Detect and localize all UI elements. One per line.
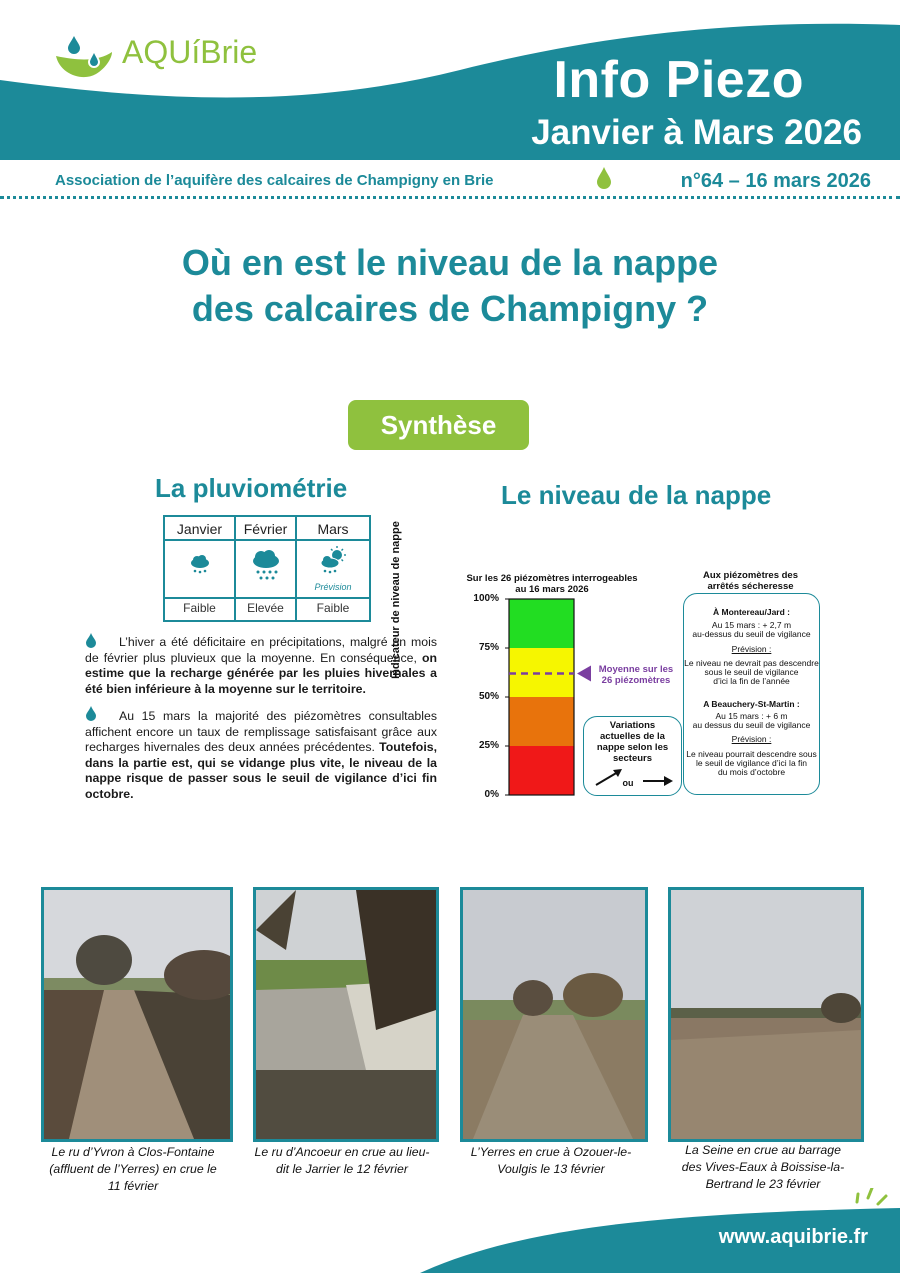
dotted-divider [0,196,900,199]
average-label-line-2: 26 piézomètres [601,675,671,686]
variations-line: Variations [609,720,656,731]
main-title-line-1: Où en est le niveau de la nappe [181,242,719,283]
main-question-title [100,240,800,332]
photo-yerres [460,887,648,1142]
caption-line: L’Yerres en crue à Ozouer-le- [470,1145,632,1159]
caption-line: (affluent de l’Yerres) en crue le [49,1162,217,1176]
site-1-prevision: Le niveau ne devrait pas descendre [684,658,819,668]
site-1-prevision: d’ici la fin de l’année [713,676,790,686]
photo-ru-ancoeur [253,887,439,1142]
synthese-badge: Synthèse [348,400,529,450]
site-2-level: Au 15 mars : + 6 m [715,711,788,721]
paragraph-1-text: L’hiver a été déficitaire en précipitations, malgré un mois de février plus pluvieux que la moyenne. En conséquence, [85,635,437,665]
site-2-prevision: le seuil de vigilance d’ici la fin [695,758,808,768]
caption-line: 11 février [107,1179,159,1193]
photo-caption-3 [452,1144,650,1178]
rainfall-level: Faible [183,601,216,615]
site-2-level-2: au dessus du seuil de vigilance [692,720,811,730]
main-title-line-2: des calcaires de Champigny ? [191,288,709,329]
average-label-line-1: Moyenne sur les [598,664,674,675]
secheresse-title-line-1: Aux piézomètres des [702,570,799,581]
paragraph-1 [85,635,437,697]
gauge-band [509,746,574,795]
drop-icon [595,166,613,190]
variations-line: secteurs [612,753,653,764]
gauge-tick-label: 75% [478,642,499,653]
association-name: Association de l’aquifère des calcaires de Champigny en Brie [55,172,494,189]
rainfall-level: Elevée [247,601,284,615]
secheresse-title-line-2: arrêtés sécheresse [707,581,794,592]
arrow-up-right-icon [594,767,624,787]
page-title: Info Piezo [553,51,804,109]
paragraph-2-text: Au 15 mars la majorité des piézomètres consultables affichent encore un taux de remplissage satisfaisant grâce aux recharges hivernales des deux années précédentes. [85,709,437,754]
variations-line: actuelles de la [600,731,665,742]
gauge-band [509,697,574,746]
photo-seine [668,887,864,1142]
site-2-prevision: Le niveau pourrait descendre sous [686,749,817,759]
gauge-tick-label: 100% [473,593,499,604]
rainfall-col-mars [297,517,369,620]
photo-caption-2 [243,1144,441,1178]
average-label [590,664,682,686]
gauge-header-line-1: Sur les 26 piézomètres interrogeables [466,573,638,584]
gauge-tick-label: 25% [478,740,499,751]
average-marker-icon [577,665,591,681]
page-subtitle: Janvier à Mars 2026 [531,113,862,152]
secheresse-title [683,570,818,592]
gauge-header-line-2: au 16 mars 2026 [515,584,589,595]
rainfall-col-fevrier [236,517,295,620]
aquibrie-logo-icon [54,34,116,82]
caption-line: La Seine en crue au barrage [685,1143,841,1157]
site-1-prevision: sous le seuil de vigilance [704,667,799,677]
caption-line: des Vives-Eaux à Boissise-la- [681,1160,845,1174]
issue-number: n°64 – 16 mars 2026 [680,170,871,192]
gauge-band [509,648,574,697]
site-1-level-2: au-dessus du seuil de vigilance [692,629,811,639]
caption-line: Le ru d’Ancoeur en crue au lieu- [254,1145,430,1159]
arrow-right-icon [642,775,674,787]
caption-line: dit le Jarrier le 12 février [276,1162,408,1176]
cloud-heavy-rain-icon [251,550,281,582]
pluviometrie-title: La pluviométrie [155,473,348,503]
site-1-name: À Montereau/Jard : [713,607,790,617]
variations-ou: ou [622,778,634,788]
nappe-title: Le niveau de la nappe [501,480,772,510]
month-label: Janvier [176,521,223,537]
photo-caption-4 [663,1142,863,1193]
site-1-level: Au 15 mars : + 2,7 m [711,620,792,630]
paragraph-2 [85,709,437,802]
logo-text: AQUíBrie [122,34,258,70]
gauge-band [509,599,574,648]
site-2-prevision: du mois d’octobre [717,767,786,777]
rainfall-level: Faible [316,601,350,615]
caption-line: Voulgis le 13 février [497,1162,605,1176]
secheresse-box [683,593,820,795]
gauge-y-axis-label: Indicateur de niveau de nappe [390,521,402,679]
caption-line: Bertrand le 23 février [705,1177,821,1191]
paragraph-1-bold: on estime que la recharge générée par les pluies hivernales a été bien inférieure à la moyenne sur le territoire. [85,650,437,696]
photo-ru-yvron [41,887,233,1142]
month-label: Février [243,521,288,537]
prevision-note: Prévision [314,582,352,592]
cloud-light-rain-icon [189,555,211,575]
month-label: Mars [317,521,349,537]
sun-cloud-rain-icon [319,546,347,576]
gauge-tick-label: 50% [478,691,499,702]
rainfall-col-janvier [165,517,234,620]
variations-text [584,720,681,764]
gauge-tick-label: 0% [484,789,499,800]
variations-box [583,716,682,796]
website-link[interactable]: www.aquibrie.fr [718,1226,868,1248]
site-1-prevision-label: Prévision : [731,644,772,654]
variations-line: nappe selon les [596,742,669,753]
site-2-prevision-label: Prévision : [731,734,772,744]
site-2-name: A Beauchery-St-Martin : [703,699,800,709]
rainfall-table [163,515,371,622]
caption-line: Le ru d’Yvron à Clos-Fontaine [51,1145,215,1159]
paragraph-2-bold: Toutefois, dans la partie est, qui se vidange plus vite, le niveau de la nappe risque de passer sous le seuil de vigilance d’ici fin octobre. [85,740,437,801]
